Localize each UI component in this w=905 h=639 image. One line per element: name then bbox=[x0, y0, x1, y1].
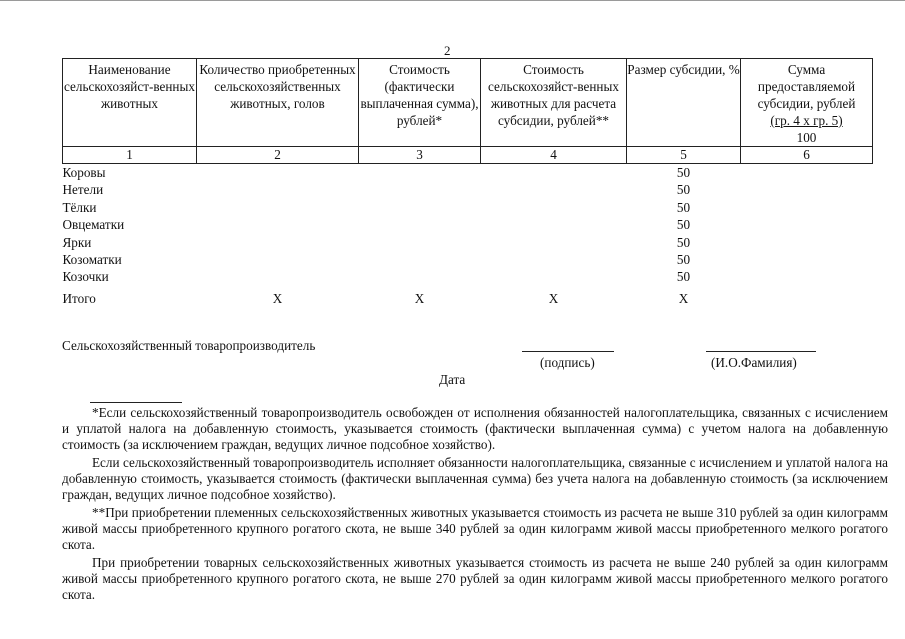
header-quantity: Количество приобретенных сельскохозяйственных животных, голов bbox=[197, 59, 359, 147]
header-cost-paid: Стоимость (фактически выплаченная сумма), рублей* bbox=[359, 59, 481, 147]
footnote-paragraph: **При приобретении племенных сельскохозяйственных животных указывается стоимость из расчета не выше 310 рублей за один килограмм живой массы приобретенного крупного рогатого скота, не выше 340 рублей за один килограмм живой массы приобретенного мелкого рогатого скота. bbox=[62, 505, 888, 552]
header-subsidy-sum-label: Сумма предоставляемой субсидии, рублей bbox=[757, 62, 856, 111]
header-subsidy-sum bbox=[741, 59, 873, 147]
header-cost-calc: Стоимость сельскохозяйст-венных животных для расчета субсидии, рублей** bbox=[481, 59, 627, 147]
footnote-paragraph: *Если сельскохозяйственный товаропроизводитель освобожден от исполнения обязанностей налогоплательщика, связанных с исчислением и уплатой налога на добавленную стоимость, указывается стоимость (фактически выплаченная сумма) с учетом налога на добавленную стоимость (за исключением граждан, ведущих личное подсобное хозяйство). bbox=[62, 405, 888, 452]
total-mark: Х bbox=[414, 290, 425, 306]
date-label: Дата bbox=[439, 372, 466, 387]
subsidy-rate: 50 bbox=[676, 269, 691, 285]
total-label: Итого bbox=[62, 290, 96, 306]
column-number: 5 bbox=[627, 147, 741, 164]
animal-name: Ярки bbox=[62, 234, 92, 250]
page-top-edge bbox=[0, 0, 905, 1]
footnote-paragraph: При приобретении товарных сельскохозяйственных животных указывается стоимость из расчета не выше 240 рублей за один килограмм живой массы приобретенного крупного рогатого скота, не выше 270 рублей за один килограмм живой массы приобретенного мелкого рогатого скота. bbox=[62, 555, 888, 602]
animal-name: Нетели bbox=[62, 182, 104, 198]
table-row bbox=[63, 268, 873, 285]
table-row bbox=[63, 251, 873, 268]
name-line bbox=[706, 351, 816, 352]
name-caption: (И.О.Фамилия) bbox=[711, 355, 797, 370]
total-mark: Х bbox=[548, 290, 559, 306]
subsidy-rate: 50 bbox=[676, 217, 691, 233]
total-mark: Х bbox=[678, 290, 689, 306]
subsidy-rate: 50 bbox=[676, 182, 691, 198]
header-subsidy-rate: Размер субсидии, % bbox=[627, 59, 741, 147]
table-row bbox=[63, 181, 873, 198]
subsidy-rate: 50 bbox=[676, 165, 691, 180]
total-row bbox=[63, 286, 873, 312]
subsidy-rate: 50 bbox=[676, 252, 691, 268]
page-number: 2 bbox=[444, 43, 451, 58]
table-row bbox=[63, 234, 873, 251]
column-number: 2 bbox=[197, 147, 359, 164]
column-number: 6 bbox=[741, 147, 873, 164]
footnote-separator bbox=[90, 402, 182, 403]
signature-line bbox=[522, 351, 614, 352]
subsidy-rate: 50 bbox=[676, 234, 691, 250]
column-number: 3 bbox=[359, 147, 481, 164]
footnote-paragraph: Если сельскохозяйственный товаропроизводитель исполняет обязанности налогоплательщика, связанные с исчислением и уплатой налога на добавленную стоимость, указывается стоимость (фактически выплаченная сумма) без учета налога на добавленную стоимость (за исключением граждан, ведущих личное подсобное хозяйство). bbox=[62, 455, 888, 502]
animal-name: Коровы bbox=[62, 165, 106, 180]
table-row bbox=[63, 199, 873, 216]
header-subsidy-formula: (гр. 4 x гр. 5) bbox=[770, 113, 843, 128]
animal-name: Овцематки bbox=[62, 217, 125, 233]
signature-caption: (подпись) bbox=[540, 355, 595, 370]
column-number: 1 bbox=[63, 147, 197, 164]
table-header-row bbox=[63, 59, 873, 147]
footnotes bbox=[62, 405, 888, 605]
total-mark: Х bbox=[272, 290, 283, 306]
column-number: 4 bbox=[481, 147, 627, 164]
animal-name: Козоматки bbox=[62, 252, 122, 268]
animal-name: Тёлки bbox=[62, 199, 97, 215]
table-row bbox=[63, 164, 873, 182]
table-row bbox=[63, 216, 873, 233]
subsidy-table bbox=[62, 58, 873, 312]
column-number-row bbox=[63, 147, 873, 164]
signatory-label: Сельскохозяйственный товаропроизводитель bbox=[62, 338, 316, 353]
animal-name: Козочки bbox=[62, 269, 109, 285]
header-subsidy-divisor: 100 bbox=[796, 130, 817, 145]
subsidy-rate: 50 bbox=[676, 199, 691, 215]
header-animal-name: Наименование сельскохозяйст-венных животных bbox=[63, 59, 197, 147]
